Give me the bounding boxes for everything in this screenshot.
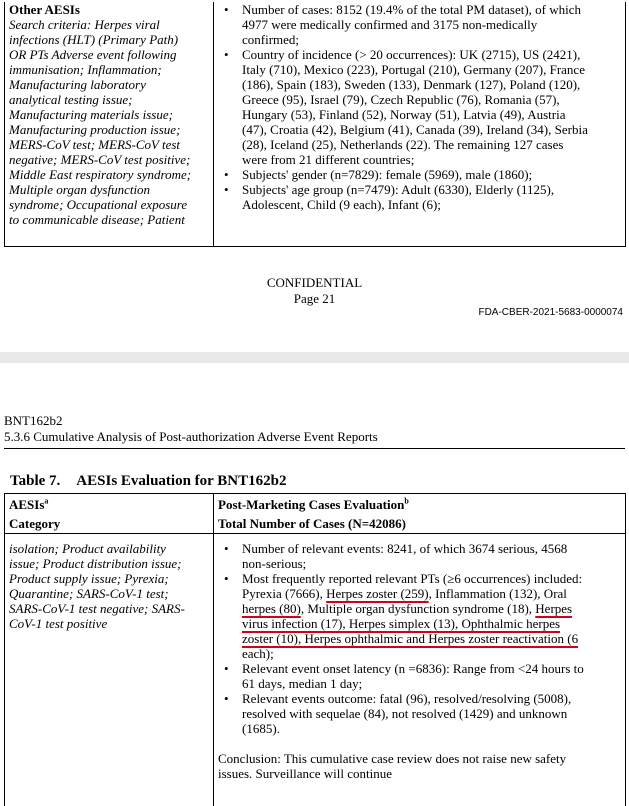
- col-header-evaluation: Post-Marketing Cases Evaluation$^b$ Total Number of Cases (N=42086): [214, 494, 626, 534]
- table-number: Table 7.: [10, 473, 61, 489]
- document-page-21: [0, 0, 629, 352]
- conclusion-text: Conclusion: This cumulative case review does not raise new safety issues. Surveillance will continue: [218, 751, 567, 781]
- evaluation-list: [218, 541, 621, 736]
- aesi-evaluation-table: [4, 493, 626, 806]
- highlight-herpes-line: zoster (10), Herpes ophthalmic and Herpes zoster reactivation (6: [242, 631, 579, 646]
- list-item: • Relevant event onset latency (n =6836): Range from <24 hours to 61 days, median 1 day;: [218, 661, 621, 691]
- list-item: • Country of incidence (> 20 occurrences): UK (2715), US (2421), Italy (710), Mexico (223), Portugal (210), Germany (207), France (186), Spain (183), Sweden (133), Denmark (127), Poland (120), Greece (95), Israel (79), Czech Republic (76), Romania (57), Hungary (53), Finland (52), Norway (51), Latvia (49), Austria (47), Croatia (42), Belgium (41), Canada (39), Ireland (34), Serbia (28), Iceland (25), Netherlands (22). The remaining 127 cases were from 21 different countries;: [218, 47, 621, 167]
- list-item: • Number of cases: 8152 (19.4% of the total PM dataset), of which 4977 were medically confirmed and 3175 non-medically confirmed;: [218, 2, 621, 47]
- aesi-table-continued: [4, 2, 626, 247]
- evaluation-list: [218, 2, 621, 212]
- category-criteria: Search criteria: Herpes viral infections (HLT) (Primary Path) OR PTs Adverse event following immunisation; Inflammation; Manufacturing laboratory analytical testing issue; Manufacturing materials issue; Manufacturing production issue; MERS-CoV test; MERS-CoV test negative; MERS-CoV test positive; Middle East respiratory syndrome; Multiple organ dysfunction syndrome; Occupational exposure to communicable disease; Patient: [9, 17, 192, 227]
- highlight-herpes-line: virus infection (17), Herpes simplex (13), Ophthalmic herpes: [242, 616, 561, 631]
- section-heading: 5.3.6 Cumulative Analysis of Post-authorization Adverse Event Reports: [4, 429, 378, 444]
- category-criteria-continued: isolation; Product availability issue; Product distribution issue; Product supply issue; Pyrexia; Quarantine; SARS-CoV-1 test; SARS-CoV-1 test negative; SARS- CoV-1 test positive: [9, 541, 185, 631]
- document-page-22: [0, 363, 629, 806]
- page-separator: [0, 352, 629, 363]
- highlight-herpes: Herpes: [535, 601, 573, 616]
- list-item: • Number of relevant events: 8241, of which 3674 serious, 4568 non-serious;: [218, 541, 621, 571]
- document-id: FDA-CBER-2021-5683-0000074: [478, 307, 623, 318]
- confidential-label: CONFIDENTIAL: [266, 275, 363, 290]
- highlight-herpes-zoster: Herpes zoster (259): [326, 586, 429, 601]
- list-item: • Most frequently reported relevant PTs (≥6 occurrences) included: Pyrexia (7666), Herpes zoster (259), Inflammation (132), Oral herpes (80), Multiple organ dysfunction syndrome (18), Herpes virus infection (17), Herpes simplex (13), Ophthalmic herpes zoster (10), Herpes ophthalmic and Herpes zoster reactivation (6 each);: [218, 571, 621, 661]
- header-rule: [4, 448, 625, 449]
- category-title: Other AESIs: [9, 2, 80, 17]
- table-title: AESIs Evaluation for BNT162b2: [76, 473, 287, 489]
- page-number: Page 21: [293, 291, 336, 306]
- list-item: • Subjects' gender (n=7829): female (5969), male (1860);: [218, 167, 621, 182]
- highlight-oral-herpes: herpes (80): [242, 601, 301, 616]
- col-header-aesis: AESIs$^a$ Category: [5, 494, 214, 534]
- list-item: • Subjects' age group (n=7479): Adult (6330), Elderly (1125), Adolescent, Child (9 each), Infant (6);: [218, 182, 621, 212]
- table-caption: [10, 472, 287, 490]
- product-name: BNT162b2: [4, 413, 63, 428]
- list-item: • Relevant events outcome: fatal (96), resolved/resolving (5008), resolved with sequelae (84), not resolved (1429) and unknown (1685).: [218, 691, 621, 736]
